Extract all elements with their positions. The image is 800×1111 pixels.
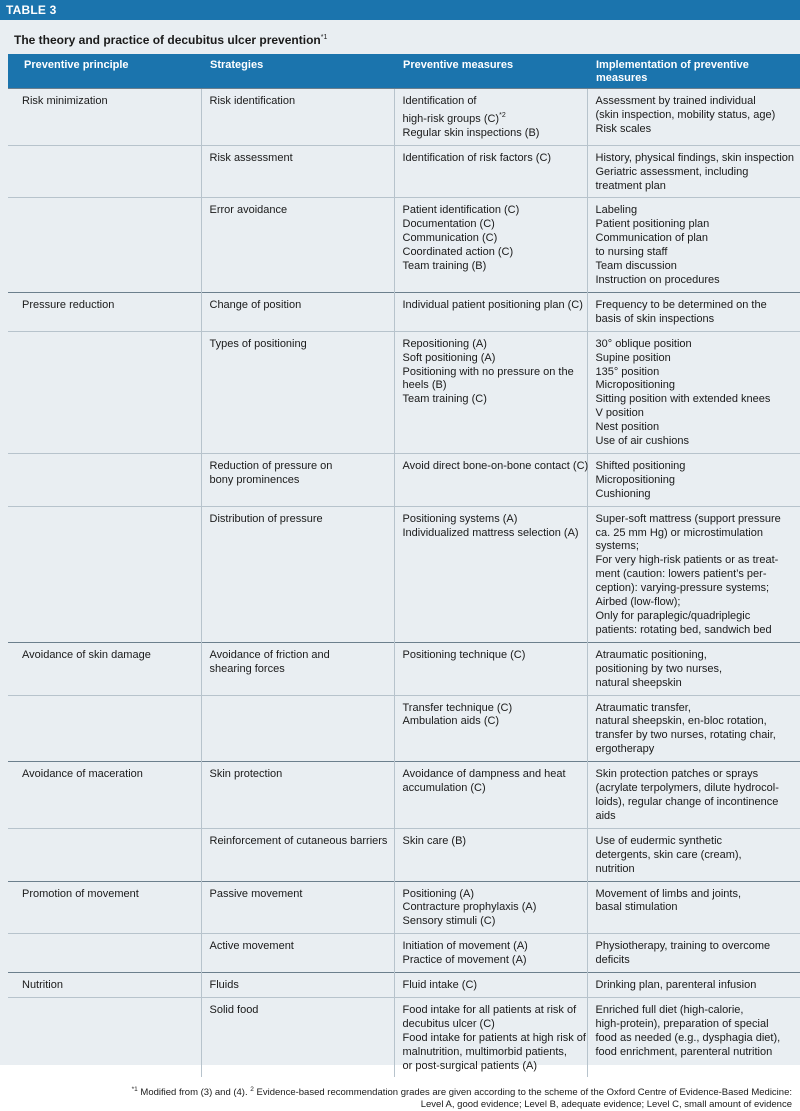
cell-line: Movement of limbs and joints, — [595, 887, 742, 900]
cell-line: Patient identification (C) — [402, 204, 520, 217]
cell-line: transfer by two nurses, rotating chair, — [595, 729, 776, 742]
cell-measures — [394, 934, 587, 973]
cell-line: Super-soft mattress (support pressure — [595, 512, 781, 525]
cell-implementation — [587, 695, 800, 762]
cell-line: Repositioning (A) — [402, 337, 487, 350]
cell-line: Positioning with no pressure on the — [402, 365, 574, 378]
cell-principle — [8, 453, 201, 506]
cell-line: Regular skin inspections (B) — [402, 126, 540, 139]
cell-measures — [394, 828, 587, 881]
cell-line: Individual patient positioning plan (C) — [402, 298, 583, 311]
cell-line: 30° oblique position — [595, 337, 692, 350]
cell-line: malnutrition, multimorbid patients, — [402, 1045, 567, 1058]
cell-line: Communication (C) — [402, 232, 498, 245]
cell-strategy — [201, 145, 394, 198]
table-row — [8, 89, 800, 146]
cell-line: ception): varying-pressure systems; — [595, 582, 770, 595]
cell-implementation — [587, 89, 800, 146]
cell-line: bony prominences — [209, 473, 300, 486]
table-row — [8, 198, 800, 292]
cell-measures — [394, 292, 587, 331]
cell-line: Frequency to be determined on the — [595, 298, 767, 311]
cell-strategy — [201, 506, 394, 642]
cell-line: Initiation of movement (A) — [402, 940, 528, 953]
cell-measures — [394, 881, 587, 934]
cell-line: Supine position — [595, 351, 671, 364]
table-row — [8, 828, 800, 881]
cell-line: Error avoidance — [209, 204, 288, 217]
cell-line: positioning by two nurses, — [595, 662, 723, 675]
cell-line: or post-surgical patients (A) — [402, 1059, 537, 1072]
cell-line: heels (B) — [402, 379, 447, 392]
cell-line: (acrylate terpolymers, dilute hydrocol- — [595, 782, 779, 795]
cell-line: Only for paraplegic/quadriplegic — [595, 610, 751, 622]
cell-line: Positioning systems (A) — [402, 512, 518, 525]
cell-line: loids), regular change of incontinence — [595, 795, 779, 808]
footnote-line-2: Level A, good evidence; Level B, adequate evidence; Level C, small amount of evidence — [420, 1099, 792, 1111]
cell-line: Use of air cushions — [595, 435, 690, 448]
cell-line: natural sheepskin — [595, 676, 682, 689]
table-row — [8, 934, 800, 973]
cell-line: Enriched full diet (high-calorie, — [595, 1003, 744, 1016]
cell-principle: Promotion of movement — [8, 881, 201, 934]
table-row — [8, 506, 800, 642]
cell-line: Risk assessment — [209, 151, 293, 164]
cell-principle — [8, 331, 201, 453]
cell-implementation — [587, 997, 800, 1077]
cell-principle — [8, 997, 201, 1077]
footnote-line-1: $^{*1}$ Modified from (3) and (4). $^2$ Evidence-based recommendation grades are given according to the scheme of the Oxford Centre of Evidence-Based Medicine: — [131, 1086, 792, 1099]
header-row — [8, 54, 800, 89]
cell-line: Assessment by trained individual — [595, 95, 756, 107]
cell-line: Food intake for all patients at risk of — [402, 1003, 577, 1016]
cell-line: Reduction of pressure on — [209, 459, 333, 472]
cell-line: Avoidance of friction and — [209, 648, 330, 661]
cell-strategy — [201, 934, 394, 973]
cell-line: Types of positioning — [209, 337, 307, 350]
cell-implementation — [587, 292, 800, 331]
cell-line: ca. 25 mm Hg) or microstimulation — [595, 526, 763, 539]
cell-principle — [8, 506, 201, 642]
cell-strategy — [201, 198, 394, 292]
table-title: The theory and practice of decubitus ulcer prevention$^{*1}$ — [14, 33, 328, 47]
cell-line: deficits — [595, 954, 630, 967]
cell-implementation — [587, 198, 800, 292]
cell-implementation — [587, 828, 800, 881]
cell-measures — [394, 506, 587, 642]
cell-line: Team training (B) — [402, 260, 487, 273]
cell-line: basal stimulation — [595, 901, 678, 914]
cell-line: systems; — [595, 540, 639, 553]
table-row — [8, 695, 800, 762]
cell-implementation — [587, 973, 800, 998]
cell-line: Team training (C) — [402, 393, 487, 406]
cell-line: Geriatric assessment, including — [595, 165, 749, 178]
cell-implementation — [587, 762, 800, 829]
cell-line: treatment plan — [595, 179, 666, 192]
cell-principle: Avoidance of skin damage — [8, 642, 201, 695]
cell-line: Instruction on procedures — [595, 273, 720, 286]
cell-line: Distribution of pressure — [209, 512, 323, 525]
cell-line: Identification of — [402, 95, 477, 107]
cell-line: detergents, skin care (cream), — [595, 848, 742, 861]
cell-measures — [394, 145, 587, 198]
cell-line: Contracture prophylaxis (A) — [402, 901, 537, 914]
cell-line: nutrition — [595, 862, 635, 875]
cell-line: Physiotherapy, training to overcome — [595, 940, 771, 953]
cell-strategy — [201, 292, 394, 331]
cell-principle: Pressure reduction — [8, 292, 201, 331]
cell-line: 135° position — [595, 365, 660, 378]
cell-line: Risk scales — [595, 122, 652, 135]
cell-implementation — [587, 145, 800, 198]
header-measures: Preventive measures — [394, 54, 587, 89]
cell-principle: Avoidance of maceration — [8, 762, 201, 829]
cell-principle — [8, 695, 201, 762]
cell-line: For very high-risk patients or as treat- — [595, 554, 779, 567]
cell-strategy — [201, 762, 394, 829]
cell-line: Atraumatic transfer, — [595, 701, 691, 714]
cell-measures — [394, 89, 587, 146]
cell-line: Team discussion — [595, 260, 677, 273]
cell-strategy — [201, 89, 394, 146]
cell-line: Coordinated action (C) — [402, 246, 514, 259]
cell-implementation — [587, 934, 800, 973]
cell-line: Fluids — [209, 979, 239, 992]
cell-measures — [394, 198, 587, 292]
cell-line: basis of skin inspections — [595, 312, 715, 325]
cell-measures — [394, 331, 587, 453]
cell-line: Use of eudermic synthetic — [595, 834, 723, 847]
cell-line: Labeling — [595, 204, 638, 217]
table-row — [8, 762, 800, 829]
cell-line: Transfer technique (C) — [402, 701, 513, 714]
cell-line: aids — [595, 809, 616, 822]
cell-line: Positioning (A) — [402, 887, 475, 900]
cell-strategy — [201, 881, 394, 934]
cell-line: Individualized mattress selection (A) — [402, 526, 579, 539]
table-row — [8, 997, 800, 1077]
cell-line: Soft positioning (A) — [402, 351, 496, 364]
cell-line: Documentation (C) — [402, 218, 495, 231]
cell-line: Micropositioning — [595, 379, 675, 392]
cell-line: Active movement — [209, 940, 294, 953]
cell-principle — [8, 145, 201, 198]
cell-line: natural sheepskin, en-bloc rotation, — [595, 715, 767, 728]
cell-strategy — [201, 973, 394, 998]
cell-strategy — [201, 695, 394, 762]
cell-line: patients: rotating bed, sandwich bed — [595, 623, 772, 636]
cell-measures — [394, 453, 587, 506]
cell-implementation — [587, 331, 800, 453]
cell-line: Patient positioning plan — [595, 218, 710, 231]
cell-line: History, physical findings, skin inspection — [595, 151, 794, 164]
table-row — [8, 292, 800, 331]
table-panel — [0, 20, 800, 1111]
cell-line: Nest position — [595, 421, 660, 434]
cell-line: Sensory stimuli (C) — [402, 915, 496, 928]
cell-line: Cushioning — [595, 487, 651, 500]
cell-measures — [394, 973, 587, 998]
cell-line: Fluid intake (C) — [402, 979, 478, 992]
cell-line: high-risk groups $(C)^{*2}$ — [402, 111, 506, 125]
cell-line: decubitus ulcer (C) — [402, 1017, 495, 1030]
table-row — [8, 642, 800, 695]
cell-implementation — [587, 642, 800, 695]
cell-line: Airbed (low-flow); — [595, 596, 681, 609]
cell-strategy — [201, 997, 394, 1077]
cell-strategy — [201, 642, 394, 695]
cell-implementation — [587, 453, 800, 506]
cell-line: shearing forces — [209, 662, 285, 675]
table-row — [8, 331, 800, 453]
table-row — [8, 881, 800, 934]
cell-strategy — [201, 828, 394, 881]
cell-line: Shifted positioning — [595, 459, 686, 472]
cell-line: ergotherapy — [595, 743, 655, 756]
cell-line: ment (caution: lowers patient’s per- — [595, 568, 767, 581]
cell-strategy — [201, 453, 394, 506]
cell-implementation — [587, 881, 800, 934]
cell-line: Communication of plan — [595, 232, 709, 245]
table-row — [8, 453, 800, 506]
header-principle: Preventive principle — [8, 54, 201, 89]
cell-principle — [8, 828, 201, 881]
table-row — [8, 973, 800, 998]
cell-line: Reinforcement of cutaneous barriers — [209, 834, 388, 847]
cell-line: Skin protection patches or sprays — [595, 768, 759, 781]
header-strategies: Strategies — [201, 54, 394, 89]
cell-implementation — [587, 506, 800, 642]
cell-line: Identification of risk factors (C) — [402, 151, 552, 164]
cell-line: Risk identification — [209, 95, 296, 107]
cell-measures — [394, 695, 587, 762]
cell-line: Skin protection — [209, 768, 283, 781]
cell-measures — [394, 642, 587, 695]
cell-line: Micropositioning — [595, 473, 675, 486]
cell-line: Avoidance of dampness and heat — [402, 768, 566, 781]
cell-line: (skin inspection, mobility status, age) — [595, 108, 776, 121]
footnote — [0, 1084, 800, 1111]
cell-line: to nursing staff — [595, 246, 668, 259]
cell-line: Practice of movement (A) — [402, 954, 527, 967]
cell-measures — [394, 997, 587, 1077]
cell-strategy — [201, 331, 394, 453]
cell-line: Positioning technique (C) — [402, 648, 526, 661]
cell-principle — [8, 934, 201, 973]
cell-line: Sitting position with extended knees — [595, 393, 771, 406]
cell-line: Food intake for patients at high risk of — [402, 1031, 586, 1044]
cell-line: Atraumatic positioning, — [595, 648, 707, 661]
table-row — [8, 145, 800, 198]
cell-line: Passive movement — [209, 887, 303, 900]
prevention-table — [8, 54, 800, 1077]
cell-line: Solid food — [209, 1003, 259, 1016]
cell-line: food as needed (e.g., dysphagia diet), — [595, 1031, 781, 1044]
cell-line: V position — [595, 407, 644, 420]
cell-principle — [8, 198, 201, 292]
cell-line: Avoid direct bone-on-bone contact (C) — [402, 459, 589, 472]
cell-principle: Nutrition — [8, 973, 201, 998]
cell-measures — [394, 762, 587, 829]
header-implementation: Implementation of preventive measures — [587, 54, 800, 89]
table-label: TABLE 3 — [0, 0, 800, 20]
cell-principle: Risk minimization — [8, 89, 201, 146]
cell-line: Skin care (B) — [402, 834, 467, 847]
cell-line: Ambulation aids (C) — [402, 715, 500, 728]
cell-line: accumulation (C) — [402, 782, 486, 795]
cell-line: Change of position — [209, 298, 302, 311]
cell-line: food enrichment, parenteral nutrition — [595, 1045, 773, 1058]
cell-line: Drinking plan, parenteral infusion — [595, 979, 757, 992]
cell-line: high-protein), preparation of special — [595, 1017, 769, 1030]
